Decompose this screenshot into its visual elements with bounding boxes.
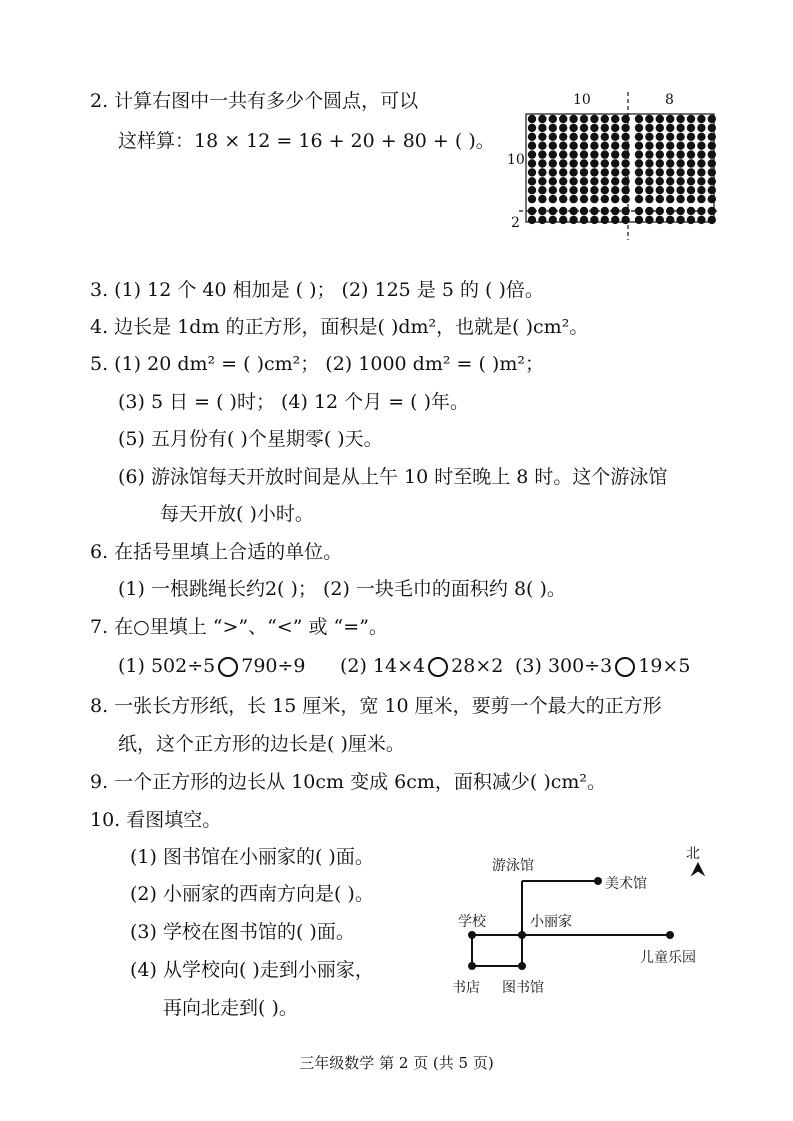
grid-dot <box>697 133 705 141</box>
grid-dot <box>666 216 674 224</box>
grid-dot <box>569 150 577 158</box>
grid-dot <box>569 142 577 150</box>
grid-dot <box>580 133 588 141</box>
grid-dot <box>687 216 695 224</box>
grid-dot <box>601 142 609 150</box>
grid-dot <box>635 195 643 203</box>
dot-library <box>518 962 526 970</box>
grid-dot <box>666 195 674 203</box>
grid-dot <box>601 186 609 194</box>
grid-dot <box>645 168 653 176</box>
label-art: 美术馆 <box>605 876 647 892</box>
q10-line5: (4) 从学校向( )走到小丽家， <box>130 959 374 981</box>
grid-dot <box>697 124 705 132</box>
grid-dot <box>697 177 705 185</box>
grid-dot <box>656 207 664 215</box>
q10-line2: (1) 图书馆在小丽家的( )面。 <box>130 846 374 868</box>
label-north: 北 <box>686 846 700 862</box>
grid-dot <box>666 168 674 176</box>
dot-home <box>518 931 526 939</box>
grid-dot <box>601 195 609 203</box>
q7-compare-3 <box>515 654 690 678</box>
q10-line1: 10. 看图填空。 <box>90 809 222 831</box>
label-store: 书店 <box>452 980 480 996</box>
grid-dot <box>601 168 609 176</box>
grid-dot <box>635 177 643 185</box>
grid-dot <box>656 142 664 150</box>
grid-dot <box>666 124 674 132</box>
grid-dot <box>549 159 557 167</box>
grid-dot <box>559 216 567 224</box>
grid-dot <box>621 186 629 194</box>
grid-dot <box>549 186 557 194</box>
grid-dot <box>528 142 536 150</box>
grid-dot <box>621 207 629 215</box>
grid-dot <box>528 216 536 224</box>
grid-dot <box>569 124 577 132</box>
grid-dot <box>656 150 664 158</box>
grid-dot <box>676 124 684 132</box>
q6-line1: 6. 在括号里填上合适的单位。 <box>90 541 343 563</box>
grid-dot <box>549 195 557 203</box>
grid-dot <box>601 177 609 185</box>
q7b-right: 28×2 <box>451 655 504 677</box>
grid-dot <box>697 195 705 203</box>
page-footer: 三年级数学 第 2 页 (共 5 页) <box>299 1054 494 1072</box>
grid-label-top-8: 8 <box>665 92 674 108</box>
grid-dot <box>559 159 567 167</box>
grid-dot <box>687 133 695 141</box>
grid-dot <box>621 168 629 176</box>
grid-dot <box>590 177 598 185</box>
grid-dot <box>590 159 598 167</box>
grid-dot <box>528 150 536 158</box>
grid-dot <box>645 216 653 224</box>
grid-dot <box>559 142 567 150</box>
grid-dot <box>590 133 598 141</box>
q7-compare-1 <box>118 654 306 678</box>
grid-dot <box>656 115 664 123</box>
grid-dot <box>708 186 716 194</box>
grid-label-left-10: 10 <box>507 152 525 168</box>
grid-dot <box>708 159 716 167</box>
grid-dot <box>549 168 557 176</box>
grid-dot <box>708 195 716 203</box>
grid-dot <box>590 216 598 224</box>
grid-dot <box>601 150 609 158</box>
grid-dot <box>611 195 619 203</box>
grid-dot <box>687 159 695 167</box>
grid-dot <box>676 195 684 203</box>
grid-dot <box>538 142 546 150</box>
grid-label-left-2: 2 <box>511 215 520 231</box>
label-home: 小丽家 <box>530 914 572 930</box>
grid-dot <box>697 186 705 194</box>
grid-dot <box>635 150 643 158</box>
grid-dot <box>549 124 557 132</box>
q7a-right: 790÷9 <box>241 655 306 677</box>
grid-dot <box>687 195 695 203</box>
grid-dot <box>687 124 695 132</box>
grid-dot <box>538 216 546 224</box>
grid-dot <box>590 115 598 123</box>
compare-circle-1[interactable] <box>218 657 238 677</box>
grid-dot <box>635 133 643 141</box>
grid-dot <box>580 115 588 123</box>
grid-dot <box>611 159 619 167</box>
dot-store <box>468 962 476 970</box>
grid-dot <box>635 168 643 176</box>
grid-dot <box>666 150 674 158</box>
grid-dot <box>687 142 695 150</box>
grid-dot <box>666 177 674 185</box>
q2-line2: 这样算：18 × 12 = 16 + 20 + 80 + ( )。 <box>118 130 495 152</box>
q5-line5: 每天开放( )小时。 <box>160 503 314 525</box>
grid-dot <box>611 133 619 141</box>
grid-dot <box>656 195 664 203</box>
grid-dot <box>549 142 557 150</box>
q5-line3: (5) 五月份有( )个星期零( )天。 <box>118 428 383 450</box>
q10-line3: (2) 小丽家的西南方向是( )。 <box>130 883 374 905</box>
grid-dot <box>528 159 536 167</box>
compare-circle-2[interactable] <box>428 657 448 677</box>
grid-dot <box>708 142 716 150</box>
grid-dot <box>601 159 609 167</box>
grid-dot <box>611 142 619 150</box>
grid-dot <box>635 124 643 132</box>
grid-dot <box>645 159 653 167</box>
grid-dot <box>676 150 684 158</box>
grid-dot <box>708 133 716 141</box>
q7a-left: (1) 502÷5 <box>118 655 216 677</box>
label-library: 图书馆 <box>502 980 544 996</box>
grid-dot <box>621 195 629 203</box>
grid-dot <box>676 133 684 141</box>
grid-dot <box>697 142 705 150</box>
grid-dot <box>645 124 653 132</box>
grid-dot <box>559 195 567 203</box>
grid-dot <box>666 207 674 215</box>
grid-dot <box>635 186 643 194</box>
grid-dot <box>601 207 609 215</box>
grid-dot <box>601 216 609 224</box>
grid-dot <box>569 216 577 224</box>
grid-dot <box>645 150 653 158</box>
grid-dot <box>687 115 695 123</box>
grid-dot <box>549 133 557 141</box>
grid-dot <box>590 195 598 203</box>
dot-park <box>666 931 674 939</box>
grid-dot <box>621 150 629 158</box>
grid-dot <box>687 186 695 194</box>
q7c-left: (3) 300÷3 <box>515 655 613 677</box>
grid-dot <box>635 216 643 224</box>
grid-dot <box>656 124 664 132</box>
q6-line2: (1) 一根跳绳长约2( )； (2) 一块毛巾的面积约 8( )。 <box>118 578 566 600</box>
grid-dot <box>611 124 619 132</box>
grid-dot <box>697 150 705 158</box>
grid-dot <box>656 159 664 167</box>
grid-dot <box>538 195 546 203</box>
label-school: 学校 <box>458 914 486 930</box>
grid-dot <box>569 115 577 123</box>
grid-dot <box>528 115 536 123</box>
grid-dot <box>528 207 536 215</box>
grid-dot <box>645 142 653 150</box>
north-arrow-icon <box>692 863 704 875</box>
grid-dot <box>676 186 684 194</box>
grid-dot <box>580 168 588 176</box>
grid-dot <box>697 207 705 215</box>
grid-dot <box>538 168 546 176</box>
grid-dot <box>666 186 674 194</box>
grid-dot <box>697 159 705 167</box>
grid-dot <box>590 186 598 194</box>
grid-dot <box>666 133 674 141</box>
grid-dot <box>538 186 546 194</box>
grid-dot <box>635 159 643 167</box>
grid-dot <box>559 186 567 194</box>
q8-line2: 纸，这个正方形的边长是( )厘米。 <box>118 733 405 755</box>
grid-dot <box>590 142 598 150</box>
q10-line4: (3) 学校在图书馆的( )面。 <box>130 921 355 943</box>
grid-dot <box>611 177 619 185</box>
grid-dot <box>590 168 598 176</box>
grid-dot <box>538 207 546 215</box>
grid-dot <box>621 177 629 185</box>
grid-dot <box>528 195 536 203</box>
grid-dot <box>676 207 684 215</box>
grid-dot <box>569 186 577 194</box>
grid-dot <box>656 186 664 194</box>
grid-dot <box>708 115 716 123</box>
grid-dot <box>708 124 716 132</box>
grid-dot <box>676 159 684 167</box>
grid-dot <box>549 207 557 215</box>
grid-dot <box>590 207 598 215</box>
grid-dot <box>708 216 716 224</box>
q7-line1: 7. 在○里填上 “>”、“<” 或 “=”。 <box>90 616 388 638</box>
grid-dot <box>569 133 577 141</box>
grid-dot <box>676 168 684 176</box>
grid-dot <box>635 142 643 150</box>
direction-map <box>440 835 740 1005</box>
grid-dot <box>538 124 546 132</box>
grid-dot <box>538 150 546 158</box>
q10-line6: 再向北走到( )。 <box>163 997 298 1019</box>
grid-dot <box>687 207 695 215</box>
grid-dot <box>635 207 643 215</box>
compare-circle-3[interactable] <box>615 657 635 677</box>
grid-dot <box>559 207 567 215</box>
grid-dot <box>656 216 664 224</box>
grid-dot <box>697 216 705 224</box>
grid-dot <box>601 115 609 123</box>
grid-dot <box>666 159 674 167</box>
grid-dot <box>601 133 609 141</box>
grid-dot <box>580 216 588 224</box>
grid-dot <box>528 168 536 176</box>
grid-dot <box>645 207 653 215</box>
q2-line1: 2. 计算右图中一共有多少个圆点，可以 <box>90 90 419 112</box>
grid-dot <box>656 177 664 185</box>
q8-line1: 8. 一张长方形纸，长 15 厘米，宽 10 厘米，要剪一个最大的正方形 <box>90 695 662 717</box>
grid-dot <box>697 168 705 176</box>
grid-dot <box>569 195 577 203</box>
grid-label-top-10: 10 <box>573 92 591 108</box>
grid-dot <box>656 133 664 141</box>
grid-dot <box>676 115 684 123</box>
grid-dot <box>580 159 588 167</box>
grid-dot <box>611 186 619 194</box>
grid-dot <box>559 115 567 123</box>
grid-dot <box>656 168 664 176</box>
q5-line2: (3) 5 日 = ( )时； (4) 12 个月 = ( )年。 <box>118 391 470 413</box>
grid-dot <box>687 177 695 185</box>
grid-dot <box>549 115 557 123</box>
grid-dot <box>611 207 619 215</box>
grid-dot <box>549 177 557 185</box>
grid-dot <box>697 115 705 123</box>
dot-art <box>594 877 602 885</box>
grid-dot <box>708 207 716 215</box>
label-park: 儿童乐园 <box>640 950 696 966</box>
grid-dot <box>621 142 629 150</box>
q5-line1: 5. (1) 20 dm² = ( )cm²； (2) 1000 dm² = ( )m²； <box>90 353 544 375</box>
grid-dot <box>549 216 557 224</box>
q5-line4: (6) 游泳馆每天开放时间是从上午 10 时至晚上 8 时。这个游泳馆 <box>118 466 668 488</box>
grid-dot <box>559 150 567 158</box>
grid-dot <box>528 186 536 194</box>
grid-dot <box>676 216 684 224</box>
grid-dot <box>708 168 716 176</box>
q4-line: 4. 边长是 1dm 的正方形，面积是( )dm²，也就是( )cm²。 <box>90 316 589 338</box>
grid-dot <box>538 133 546 141</box>
grid-dot <box>666 142 674 150</box>
grid-dot <box>611 168 619 176</box>
grid-dot <box>621 159 629 167</box>
grid-dot <box>580 124 588 132</box>
grid-dot <box>708 177 716 185</box>
grid-dot <box>666 115 674 123</box>
grid-dot <box>569 177 577 185</box>
grid-dot <box>590 150 598 158</box>
q7-compare-2 <box>340 654 503 678</box>
grid-dot <box>645 186 653 194</box>
grid-dot <box>687 168 695 176</box>
grid-dot <box>580 142 588 150</box>
grid-dot <box>708 150 716 158</box>
dot-school <box>468 931 476 939</box>
grid-dot <box>687 150 695 158</box>
grid-dot <box>621 133 629 141</box>
grid-dot <box>549 150 557 158</box>
grid-dot <box>559 177 567 185</box>
grid-dot <box>538 159 546 167</box>
grid-dot <box>559 124 567 132</box>
grid-dot <box>621 115 629 123</box>
grid-dot <box>528 124 536 132</box>
grid-dot <box>645 133 653 141</box>
grid-dot <box>611 150 619 158</box>
grid-dot <box>645 115 653 123</box>
label-swim: 游泳馆 <box>492 858 534 874</box>
grid-dot <box>569 207 577 215</box>
grid-dot <box>580 177 588 185</box>
grid-dot <box>559 133 567 141</box>
grid-dot <box>538 115 546 123</box>
grid-dot <box>676 177 684 185</box>
grid-dot <box>559 168 567 176</box>
grid-dot <box>645 195 653 203</box>
grid-dot <box>621 216 629 224</box>
grid-dot <box>611 115 619 123</box>
q7c-right: 19×5 <box>638 655 691 677</box>
dot-grid <box>505 90 725 240</box>
grid-dot <box>611 216 619 224</box>
grid-dot <box>528 133 536 141</box>
grid-dot <box>569 159 577 167</box>
grid-dot <box>569 168 577 176</box>
q7b-left: (2) 14×4 <box>340 655 426 677</box>
grid-dot <box>676 142 684 150</box>
grid-dot <box>601 124 609 132</box>
grid-dot <box>635 115 643 123</box>
grid-dot <box>580 195 588 203</box>
grid-dot <box>538 177 546 185</box>
grid-dot <box>580 186 588 194</box>
dot-grid-figure <box>505 90 725 240</box>
q3-line: 3. (1) 12 个 40 相加是 ( )； (2) 125 是 5 的 ( )倍。 <box>90 279 544 301</box>
grid-dot <box>645 177 653 185</box>
grid-dot <box>580 207 588 215</box>
q9-line: 9. 一个正方形的边长从 10cm 变成 6cm，面积减少( )cm²。 <box>90 771 607 793</box>
grid-dot <box>621 124 629 132</box>
grid-dot <box>590 124 598 132</box>
grid-dot <box>580 150 588 158</box>
grid-dot <box>528 177 536 185</box>
